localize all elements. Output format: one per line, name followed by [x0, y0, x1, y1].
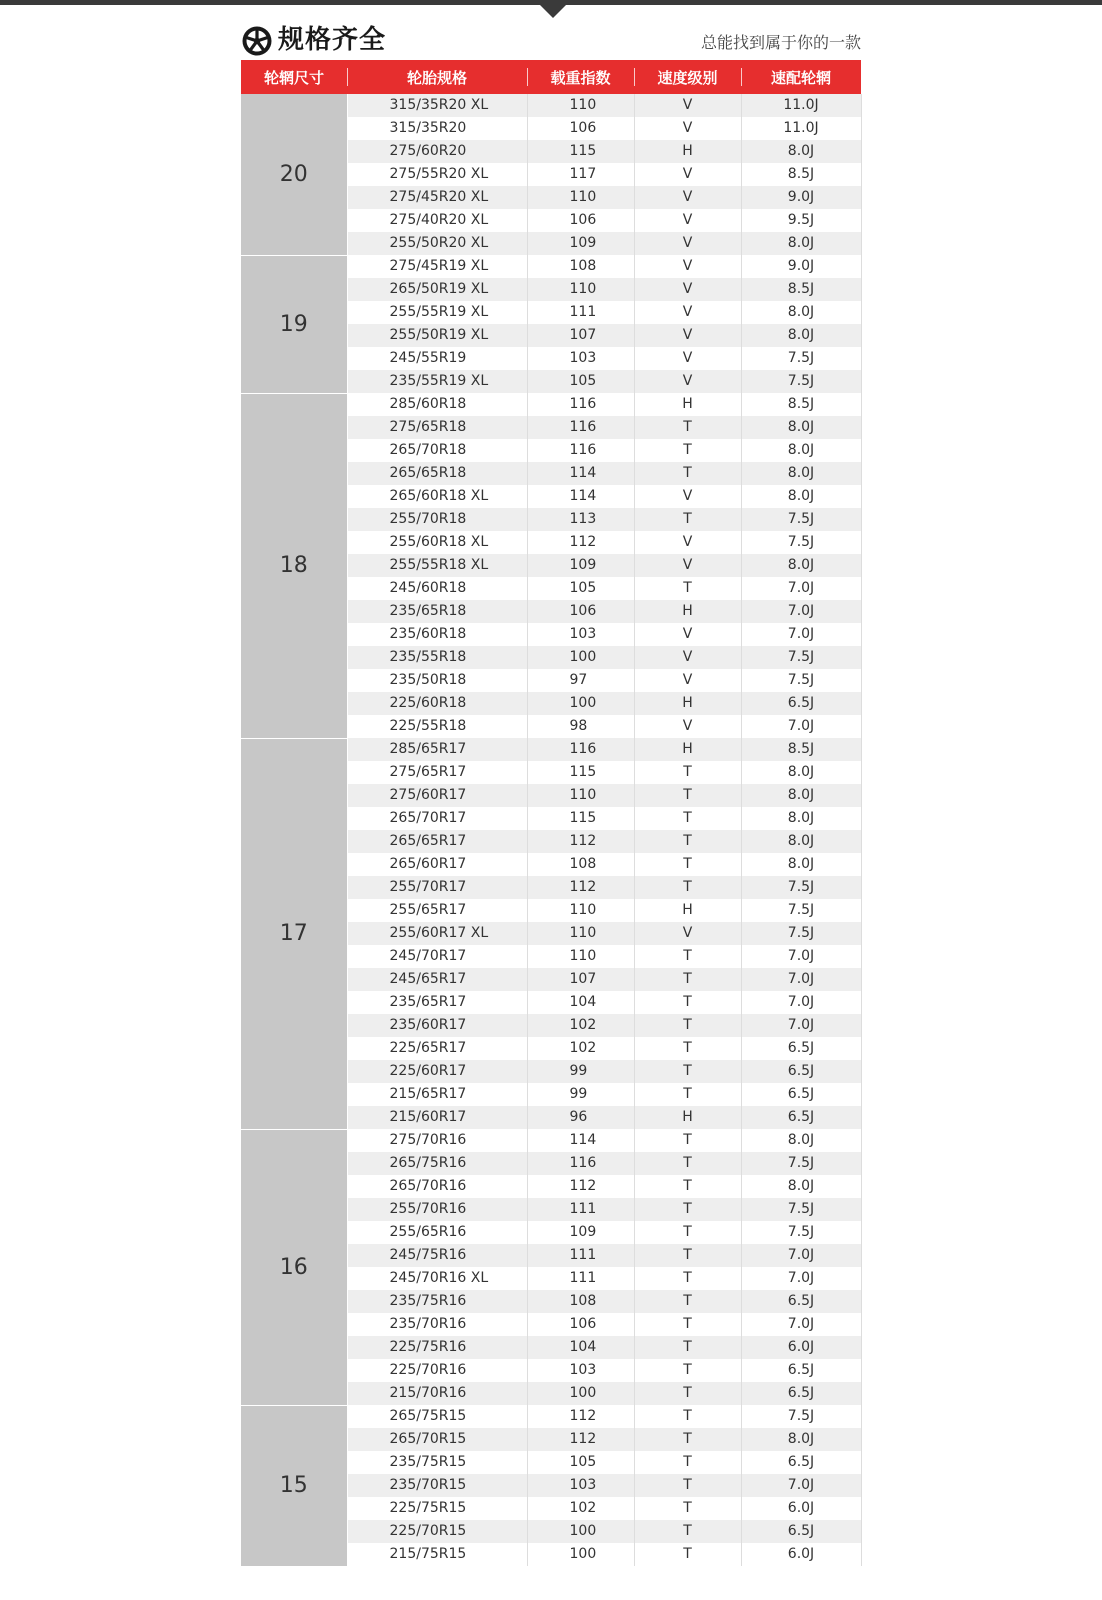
rim-width-cell: 6.5J	[741, 1106, 861, 1129]
tire-spec-cell: 265/70R16	[347, 1175, 527, 1198]
rim-size-cell: 17	[241, 738, 347, 1129]
speed-rating-cell: V	[634, 715, 741, 738]
rim-width-cell: 8.0J	[741, 324, 861, 347]
load-index-cell: 112	[527, 1428, 634, 1451]
load-index-cell: 105	[527, 370, 634, 393]
speed-rating-cell: T	[634, 577, 741, 600]
speed-rating-cell: T	[634, 1129, 741, 1152]
speed-rating-cell: T	[634, 1359, 741, 1382]
speed-rating-cell: H	[634, 600, 741, 623]
tire-spec-cell: 255/65R17	[347, 899, 527, 922]
speed-rating-cell: V	[634, 94, 741, 117]
load-index-cell: 105	[527, 1451, 634, 1474]
tire-spec-cell: 255/70R17	[347, 876, 527, 899]
tire-spec-cell: 235/65R18	[347, 600, 527, 623]
tire-spec-cell: 255/65R16	[347, 1221, 527, 1244]
load-index-cell: 108	[527, 853, 634, 876]
speed-rating-cell: T	[634, 876, 741, 899]
tire-spec-cell: 265/75R16	[347, 1152, 527, 1175]
load-index-cell: 99	[527, 1083, 634, 1106]
rim-width-cell: 8.5J	[741, 393, 861, 416]
load-index-cell: 104	[527, 991, 634, 1014]
tire-spec-cell: 265/60R18 XL	[347, 485, 527, 508]
rim-width-cell: 7.5J	[741, 508, 861, 531]
rim-width-cell: 6.5J	[741, 1037, 861, 1060]
rim-width-cell: 7.0J	[741, 968, 861, 991]
rim-width-cell: 6.5J	[741, 1382, 861, 1405]
tire-spec-cell: 225/75R16	[347, 1336, 527, 1359]
rim-width-cell: 8.0J	[741, 439, 861, 462]
load-index-cell: 115	[527, 140, 634, 163]
rim-width-cell: 7.0J	[741, 715, 861, 738]
speed-rating-cell: T	[634, 1497, 741, 1520]
tire-spec-cell: 265/70R17	[347, 807, 527, 830]
load-index-cell: 110	[527, 784, 634, 807]
top-notch-arrow	[540, 5, 566, 18]
rim-width-cell: 9.0J	[741, 186, 861, 209]
rim-width-cell: 7.0J	[741, 1244, 861, 1267]
load-index-cell: 105	[527, 577, 634, 600]
load-index-cell: 106	[527, 1313, 634, 1336]
load-index-cell: 106	[527, 600, 634, 623]
rim-width-cell: 7.0J	[741, 623, 861, 646]
speed-rating-cell: V	[634, 669, 741, 692]
speed-rating-cell: V	[634, 623, 741, 646]
load-index-cell: 107	[527, 324, 634, 347]
load-index-cell: 115	[527, 807, 634, 830]
load-index-cell: 100	[527, 1520, 634, 1543]
tire-spec-cell: 225/70R15	[347, 1520, 527, 1543]
load-index-cell: 112	[527, 830, 634, 853]
tire-spec-cell: 215/60R17	[347, 1106, 527, 1129]
table-row	[241, 94, 861, 117]
tire-spec-cell: 275/60R20	[347, 140, 527, 163]
load-index-cell: 113	[527, 508, 634, 531]
tire-spec-cell: 215/65R17	[347, 1083, 527, 1106]
load-index-cell: 116	[527, 1152, 634, 1175]
speed-rating-cell: T	[634, 508, 741, 531]
rim-width-cell: 6.5J	[741, 1083, 861, 1106]
load-index-cell: 110	[527, 922, 634, 945]
load-index-cell: 97	[527, 669, 634, 692]
speed-rating-cell: V	[634, 278, 741, 301]
load-index-cell: 116	[527, 393, 634, 416]
rim-width-cell: 8.0J	[741, 830, 861, 853]
speed-rating-cell: T	[634, 416, 741, 439]
load-index-cell: 108	[527, 1290, 634, 1313]
column-header-speed-rating: 速度级别	[634, 60, 741, 94]
tire-spec-cell: 275/65R18	[347, 416, 527, 439]
rim-width-cell: 8.0J	[741, 761, 861, 784]
rim-width-cell: 7.5J	[741, 1405, 861, 1428]
load-index-cell: 109	[527, 1221, 634, 1244]
speed-rating-cell: T	[634, 1244, 741, 1267]
rim-width-cell: 8.0J	[741, 462, 861, 485]
speed-rating-cell: H	[634, 692, 741, 715]
speed-rating-cell: V	[634, 324, 741, 347]
rim-width-cell: 7.0J	[741, 1267, 861, 1290]
tire-spec-cell: 255/55R18 XL	[347, 554, 527, 577]
tire-spec-cell: 225/75R15	[347, 1497, 527, 1520]
tire-spec-cell: 235/60R17	[347, 1014, 527, 1037]
tire-spec-cell: 265/65R17	[347, 830, 527, 853]
speed-rating-cell: T	[634, 1175, 741, 1198]
tire-spec-cell: 265/75R15	[347, 1405, 527, 1428]
speed-rating-cell: T	[634, 1014, 741, 1037]
tire-spec-cell: 215/75R15	[347, 1543, 527, 1566]
speed-rating-cell: T	[634, 1267, 741, 1290]
speed-rating-cell: H	[634, 393, 741, 416]
rim-width-cell: 8.5J	[741, 278, 861, 301]
table-row	[241, 1405, 861, 1428]
rim-width-cell: 7.0J	[741, 1474, 861, 1497]
tire-spec-cell: 255/70R16	[347, 1198, 527, 1221]
speed-rating-cell: T	[634, 1290, 741, 1313]
speed-rating-cell: H	[634, 738, 741, 761]
load-index-cell: 116	[527, 738, 634, 761]
load-index-cell: 103	[527, 623, 634, 646]
load-index-cell: 100	[527, 1382, 634, 1405]
table-row	[241, 1129, 861, 1152]
tire-spec-cell: 255/60R17 XL	[347, 922, 527, 945]
load-index-cell: 103	[527, 347, 634, 370]
load-index-cell: 111	[527, 1267, 634, 1290]
tire-spec-cell: 235/70R15	[347, 1474, 527, 1497]
speed-rating-cell: T	[634, 1221, 741, 1244]
rim-width-cell: 6.5J	[741, 692, 861, 715]
rim-width-cell: 7.0J	[741, 577, 861, 600]
speed-rating-cell: V	[634, 117, 741, 140]
tire-spec-cell: 225/70R16	[347, 1359, 527, 1382]
load-index-cell: 102	[527, 1497, 634, 1520]
rim-width-cell: 6.5J	[741, 1451, 861, 1474]
table-row	[241, 738, 861, 761]
tire-spec-table	[241, 60, 862, 1567]
rim-width-cell: 8.0J	[741, 784, 861, 807]
rim-size-cell: 20	[241, 94, 347, 255]
tire-spec-cell: 245/60R18	[347, 577, 527, 600]
tire-spec-cell: 245/75R16	[347, 1244, 527, 1267]
tire-spec-cell: 225/65R17	[347, 1037, 527, 1060]
load-index-cell: 116	[527, 439, 634, 462]
load-index-cell: 102	[527, 1014, 634, 1037]
load-index-cell: 108	[527, 255, 634, 278]
rim-size-cell: 19	[241, 255, 347, 393]
rim-size-cell: 18	[241, 393, 347, 738]
tire-spec-cell: 265/50R19 XL	[347, 278, 527, 301]
load-index-cell: 96	[527, 1106, 634, 1129]
rim-width-cell: 7.5J	[741, 876, 861, 899]
rim-width-cell: 6.0J	[741, 1336, 861, 1359]
tire-spec-cell: 265/70R18	[347, 439, 527, 462]
speed-rating-cell: V	[634, 209, 741, 232]
load-index-cell: 110	[527, 94, 634, 117]
load-index-cell: 111	[527, 301, 634, 324]
speed-rating-cell: V	[634, 531, 741, 554]
speed-rating-cell: T	[634, 1037, 741, 1060]
rim-width-cell: 9.5J	[741, 209, 861, 232]
speed-rating-cell: V	[634, 554, 741, 577]
speed-rating-cell: V	[634, 646, 741, 669]
speed-rating-cell: H	[634, 899, 741, 922]
tire-spec-cell: 285/65R17	[347, 738, 527, 761]
rim-width-cell: 7.5J	[741, 669, 861, 692]
speed-rating-cell: V	[634, 485, 741, 508]
rim-width-cell: 7.5J	[741, 1198, 861, 1221]
column-header-load-index: 载重指数	[527, 60, 634, 94]
load-index-cell: 103	[527, 1474, 634, 1497]
rim-width-cell: 9.0J	[741, 255, 861, 278]
rim-width-cell: 8.5J	[741, 163, 861, 186]
section-header	[241, 22, 861, 58]
table-body	[241, 94, 861, 1566]
tire-spec-cell: 275/65R17	[347, 761, 527, 784]
rim-width-cell: 8.0J	[741, 416, 861, 439]
load-index-cell: 99	[527, 1060, 634, 1083]
load-index-cell: 109	[527, 232, 634, 255]
page-subtitle: 总能找到属于你的一款	[700, 33, 861, 52]
speed-rating-cell: T	[634, 830, 741, 853]
rim-width-cell: 7.5J	[741, 347, 861, 370]
tire-spec-cell: 275/45R19 XL	[347, 255, 527, 278]
tire-spec-cell: 275/70R16	[347, 1129, 527, 1152]
speed-rating-cell: V	[634, 255, 741, 278]
tire-spec-cell: 275/40R20 XL	[347, 209, 527, 232]
tire-spec-cell: 265/70R15	[347, 1428, 527, 1451]
speed-rating-cell: T	[634, 1543, 741, 1566]
load-index-cell: 112	[527, 876, 634, 899]
load-index-cell: 110	[527, 899, 634, 922]
tire-spec-cell: 245/55R19	[347, 347, 527, 370]
load-index-cell: 106	[527, 209, 634, 232]
load-index-cell: 114	[527, 1129, 634, 1152]
load-index-cell: 107	[527, 968, 634, 991]
speed-rating-cell: T	[634, 1382, 741, 1405]
rim-width-cell: 7.5J	[741, 646, 861, 669]
speed-rating-cell: V	[634, 186, 741, 209]
load-index-cell: 117	[527, 163, 634, 186]
rim-width-cell: 6.0J	[741, 1543, 861, 1566]
rim-width-cell: 8.0J	[741, 807, 861, 830]
rim-width-cell: 8.0J	[741, 853, 861, 876]
rim-width-cell: 7.0J	[741, 1014, 861, 1037]
speed-rating-cell: T	[634, 1336, 741, 1359]
rim-width-cell: 7.5J	[741, 531, 861, 554]
speed-rating-cell: T	[634, 1451, 741, 1474]
speed-rating-cell: T	[634, 784, 741, 807]
speed-rating-cell: V	[634, 370, 741, 393]
tire-spec-cell: 275/45R20 XL	[347, 186, 527, 209]
load-index-cell: 110	[527, 945, 634, 968]
speed-rating-cell: T	[634, 807, 741, 830]
rim-size-cell: 16	[241, 1129, 347, 1405]
load-index-cell: 112	[527, 1405, 634, 1428]
rim-width-cell: 6.5J	[741, 1290, 861, 1313]
speed-rating-cell: T	[634, 761, 741, 784]
tire-spec-cell: 235/75R16	[347, 1290, 527, 1313]
speed-rating-cell: T	[634, 1198, 741, 1221]
column-header-tire-spec: 轮胎规格	[347, 60, 527, 94]
table-header-row	[241, 60, 861, 94]
rim-width-cell: 8.0J	[741, 140, 861, 163]
rim-width-cell: 8.0J	[741, 1129, 861, 1152]
tire-spec-cell: 235/70R16	[347, 1313, 527, 1336]
load-index-cell: 102	[527, 1037, 634, 1060]
column-header-rim-width: 速配轮辋	[741, 60, 861, 94]
rim-width-cell: 8.5J	[741, 738, 861, 761]
speed-rating-cell: T	[634, 991, 741, 1014]
tire-spec-cell: 315/35R20	[347, 117, 527, 140]
rim-width-cell: 6.0J	[741, 1497, 861, 1520]
tire-spec-cell: 265/60R17	[347, 853, 527, 876]
load-index-cell: 111	[527, 1198, 634, 1221]
speed-rating-cell: T	[634, 1152, 741, 1175]
rim-width-cell: 6.5J	[741, 1359, 861, 1382]
speed-rating-cell: T	[634, 1405, 741, 1428]
tire-spec-cell: 245/65R17	[347, 968, 527, 991]
tire-spec-cell: 215/70R16	[347, 1382, 527, 1405]
speed-rating-cell: T	[634, 439, 741, 462]
tire-spec-cell: 285/60R18	[347, 393, 527, 416]
speed-rating-cell: T	[634, 1428, 741, 1451]
tire-spec-cell: 235/55R18	[347, 646, 527, 669]
load-index-cell: 114	[527, 462, 634, 485]
tire-spec-cell: 255/60R18 XL	[347, 531, 527, 554]
load-index-cell: 98	[527, 715, 634, 738]
tire-spec-cell: 255/50R20 XL	[347, 232, 527, 255]
tire-spec-cell: 235/60R18	[347, 623, 527, 646]
load-index-cell: 110	[527, 278, 634, 301]
speed-rating-cell: T	[634, 853, 741, 876]
speed-rating-cell: T	[634, 1313, 741, 1336]
table-row	[241, 393, 861, 416]
load-index-cell: 100	[527, 692, 634, 715]
tire-spec-cell: 225/60R18	[347, 692, 527, 715]
load-index-cell: 116	[527, 416, 634, 439]
tire-spec-cell: 255/70R18	[347, 508, 527, 531]
rim-width-cell: 7.5J	[741, 1221, 861, 1244]
speed-rating-cell: V	[634, 347, 741, 370]
load-index-cell: 103	[527, 1359, 634, 1382]
speed-rating-cell: T	[634, 1083, 741, 1106]
rim-width-cell: 7.0J	[741, 1313, 861, 1336]
load-index-cell: 112	[527, 531, 634, 554]
load-index-cell: 112	[527, 1175, 634, 1198]
tire-spec-cell: 255/55R19 XL	[347, 301, 527, 324]
tire-spec-cell: 235/65R17	[347, 991, 527, 1014]
speed-rating-cell: T	[634, 462, 741, 485]
tire-spec-cell: 225/60R17	[347, 1060, 527, 1083]
rim-width-cell: 7.5J	[741, 1152, 861, 1175]
speed-rating-cell: T	[634, 945, 741, 968]
rim-width-cell: 11.0J	[741, 117, 861, 140]
rim-width-cell: 8.0J	[741, 232, 861, 255]
tire-spec-cell: 275/60R17	[347, 784, 527, 807]
rim-width-cell: 6.5J	[741, 1060, 861, 1083]
rim-width-cell: 7.0J	[741, 945, 861, 968]
load-index-cell: 109	[527, 554, 634, 577]
speed-rating-cell: V	[634, 922, 741, 945]
page-title: 规格齐全	[278, 25, 387, 55]
tire-spec-cell: 255/50R19 XL	[347, 324, 527, 347]
rim-width-cell: 6.5J	[741, 1520, 861, 1543]
load-index-cell: 104	[527, 1336, 634, 1359]
tire-spec-cell: 245/70R16 XL	[347, 1267, 527, 1290]
tire-spec-cell: 245/70R17	[347, 945, 527, 968]
tire-spec-cell: 235/55R19 XL	[347, 370, 527, 393]
load-index-cell: 110	[527, 186, 634, 209]
speed-rating-cell: T	[634, 968, 741, 991]
rim-width-cell: 7.5J	[741, 370, 861, 393]
rim-width-cell: 7.5J	[741, 922, 861, 945]
speed-rating-cell: T	[634, 1060, 741, 1083]
rim-width-cell: 8.0J	[741, 301, 861, 324]
speed-rating-cell: T	[634, 1474, 741, 1497]
load-index-cell: 106	[527, 117, 634, 140]
tire-spec-cell: 275/55R20 XL	[347, 163, 527, 186]
tire-spec-cell: 315/35R20 XL	[347, 94, 527, 117]
speed-rating-cell: V	[634, 301, 741, 324]
rim-width-cell: 7.0J	[741, 600, 861, 623]
load-index-cell: 115	[527, 761, 634, 784]
rim-width-cell: 8.0J	[741, 1428, 861, 1451]
rim-width-cell: 7.0J	[741, 991, 861, 1014]
wheel-icon	[241, 25, 273, 57]
speed-rating-cell: T	[634, 1520, 741, 1543]
table-row	[241, 255, 861, 278]
rim-width-cell: 8.0J	[741, 1175, 861, 1198]
tire-spec-cell: 225/55R18	[347, 715, 527, 738]
rim-width-cell: 7.5J	[741, 899, 861, 922]
speed-rating-cell: H	[634, 140, 741, 163]
load-index-cell: 100	[527, 646, 634, 669]
tire-spec-cell: 265/65R18	[347, 462, 527, 485]
tire-spec-cell: 235/75R15	[347, 1451, 527, 1474]
rim-size-cell: 15	[241, 1405, 347, 1566]
speed-rating-cell: H	[634, 1106, 741, 1129]
column-header-rim-size: 轮辋尺寸	[241, 60, 347, 94]
load-index-cell: 100	[527, 1543, 634, 1566]
load-index-cell: 114	[527, 485, 634, 508]
load-index-cell: 111	[527, 1244, 634, 1267]
rim-width-cell: 11.0J	[741, 94, 861, 117]
rim-width-cell: 8.0J	[741, 485, 861, 508]
tire-spec-cell: 235/50R18	[347, 669, 527, 692]
speed-rating-cell: V	[634, 232, 741, 255]
speed-rating-cell: V	[634, 163, 741, 186]
rim-width-cell: 8.0J	[741, 554, 861, 577]
